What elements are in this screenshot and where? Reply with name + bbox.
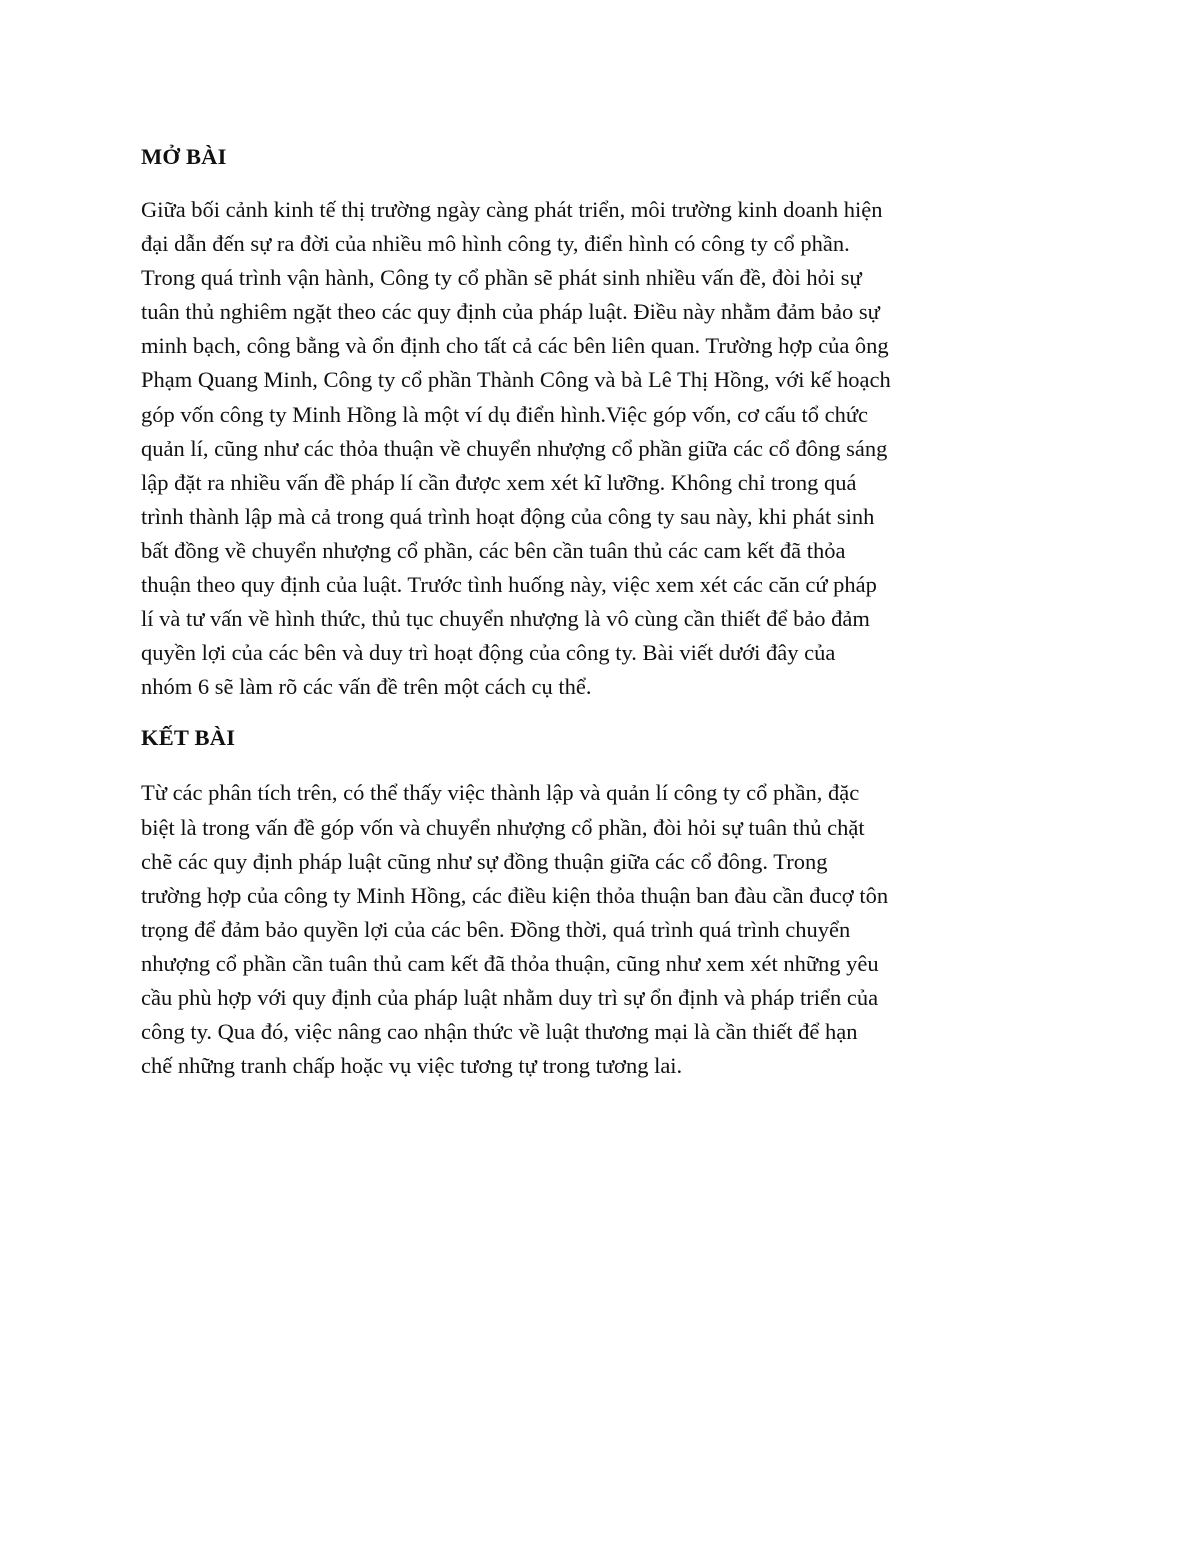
section-heading-opening: MỞ BÀI [141,144,227,169]
paragraph-line: minh bạch, công bằng và ổn định cho tất cả các bên liên quan. Trường hợp của ông [141,333,889,359]
paragraph-line: trọng để đảm bảo quyền lợi của các bên. Đồng thời, quá trình quá trình chuyển [141,916,851,942]
paragraph-line: lập đặt ra nhiều vấn đề pháp lí cần được xem xét kĩ lưỡng. Không chỉ trong quá [141,469,857,495]
section-heading-conclusion: KẾT BÀI [141,725,236,751]
paragraph-line: công ty. Qua đó, việc nâng cao nhận thức về luật thương mại là cần thiết để hạn [141,1019,858,1045]
paragraph-line: trình thành lập mà cả trong quá trình hoạt động của công ty sau này, khi phát sinh [141,503,875,529]
paragraph-line: nhượng cổ phần cần tuân thủ cam kết đã thỏa thuận, cũng như xem xét những yêu [141,950,879,976]
paragraph-conclusion [141,776,1066,1083]
paragraph-line: đại dẫn đến sự ra đời của nhiều mô hình công ty, điển hình có công ty cổ phần. [141,231,850,257]
paragraph-opening [141,193,1066,704]
paragraph-line: cầu phù hợp với quy định của pháp luật nhằm duy trì sự ổn định và pháp triển của [141,984,879,1010]
paragraph-line: Từ các phân tích trên, có thể thấy việc thành lập và quản lí công ty cổ phần, đặc [141,780,860,806]
paragraph-line: lí và tư vấn về hình thức, thủ tục chuyển nhượng là vô cùng cần thiết để bảo đảm [141,606,870,632]
paragraph-line: trường hợp của công ty Minh Hồng, các điều kiện thỏa thuận ban đàu cần đucợ tôn [141,882,889,908]
paragraph-line: chế những tranh chấp hoặc vụ việc tương tự trong tương lai. [141,1053,683,1079]
paragraph-line: biệt là trong vấn đề góp vốn và chuyển nhượng cổ phần, đòi hỏi sự tuân thủ chặt [141,814,865,840]
paragraph-line: thuận theo quy định của luật. Trước tình huống này, việc xem xét các căn cứ pháp [141,572,877,598]
paragraph-line: nhóm 6 sẽ làm rõ các vấn đề trên một cách cụ thể. [141,674,592,700]
paragraph-line: quản lí, cũng như các thỏa thuận về chuyển nhượng cổ phần giữa các cổ đông sáng [141,435,888,461]
paragraph-line: tuân thủ nghiêm ngặt theo các quy định của pháp luật. Điều này nhằm đảm bảo sự [141,299,880,325]
paragraph-line: quyền lợi của các bên và duy trì hoạt động của công ty. Bài viết dưới đây của [141,640,836,666]
paragraph-line: góp vốn công ty Minh Hồng là một ví dụ điển hình.Việc góp vốn, cơ cấu tổ chức [141,401,868,427]
paragraph-line: Giữa bối cảnh kinh tế thị trường ngày càng phát triển, môi trường kinh doanh hiện [141,197,883,222]
paragraph-line: bất đồng về chuyển nhượng cổ phần, các bên cần tuân thủ các cam kết đã thỏa [141,537,846,563]
paragraph-line: Trong quá trình vận hành, Công ty cổ phần sẽ phát sinh nhiều vấn đề, đòi hỏi sự [141,265,862,291]
document-body [141,140,1066,1083]
paragraph-line: Phạm Quang Minh, Công ty cổ phần Thành Công và bà Lê Thị Hồng, với kế hoạch [141,367,891,393]
paragraph-line: chẽ các quy định pháp luật cũng như sự đồng thuận giữa các cổ đông. Trong [141,848,828,874]
